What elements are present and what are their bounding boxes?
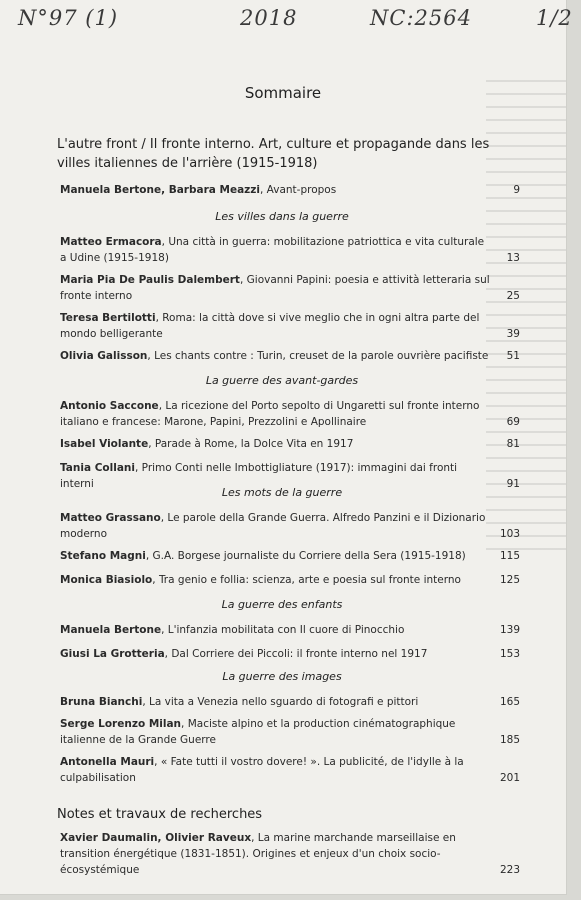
entry-author: Antonio Saccone [60, 400, 159, 412]
entry-author: Manuela Bertone, Barbara Meazzi [60, 184, 260, 196]
entry-title: , La vita a Venezia nello sguardo di fotografi e pittori [142, 696, 419, 708]
entry-author: Giusi La Grotteria [60, 648, 165, 660]
entry-author: Antonella Mauri [60, 756, 155, 768]
toc-entry [60, 716, 520, 748]
entry-page-number: 139 [499, 624, 520, 636]
entry-author: Xavier Daumalin, Olivier Raveux [60, 832, 252, 844]
entry-title: , La marine marchande marseillaise en transition énergétique (1831-1851). Origines et enjeux d'un choix socio-écosystémique [60, 832, 456, 876]
handwritten-inventory-number: N°97 (1) [18, 6, 119, 30]
entry-title: , Dal Corriere dei Piccoli: il fronte interno nel 1917 [164, 648, 428, 660]
entry-author: Tania Collani [60, 462, 135, 474]
entry-author: Maria Pia De Paulis Dalembert [60, 274, 240, 286]
toc-entry [60, 830, 520, 878]
toc-entry [60, 572, 520, 588]
entry-title: , Maciste alpino et la production cinématographique italienne de la Grande Guerre [60, 718, 456, 746]
entry-author: Matteo Grassano [60, 512, 161, 524]
entry-title: , « Fate tutti il vostro dovere! ». La publicité, de l'idylle à la culpabilisation [60, 756, 464, 784]
handwritten-nc-number: NC:2564 [370, 6, 472, 30]
page-title: Sommaire [244, 84, 322, 102]
group-heading: La guerre des avant-gardes [205, 374, 359, 387]
entry-author: Manuela Bertone [60, 624, 162, 636]
toc-entry [60, 622, 520, 638]
entry-page-number: 51 [506, 350, 520, 362]
entry-author: Matteo Ermacora [60, 236, 162, 248]
entry-page-number: 153 [499, 648, 520, 660]
toc-entry [60, 436, 520, 452]
handwritten-year: 2018 [240, 6, 298, 30]
group-heading: La guerre des images [222, 670, 342, 683]
toc-entry [60, 272, 520, 304]
entry-title: , L'infanzia mobilitata con Il cuore di Pinocchio [161, 624, 405, 636]
group-heading: Les villes dans la guerre [215, 210, 349, 223]
group-heading: Les mots de la guerre [221, 486, 343, 499]
toc-entry [60, 548, 520, 564]
entry-title: , Giovanni Papini: poesia e attività letteraria sul fronte interno [60, 274, 490, 302]
entry-title: , Les chants contre : Turin, creuset de la parole ouvrière pacifiste [147, 350, 489, 362]
entry-page-number: 9 [513, 184, 520, 196]
section-heading-main: L'autre front / Il fronte interno. Art, culture et propagande dans les villes italiennes de l'arrière (1915-1918) [57, 137, 490, 171]
entry-author: Bruna Bianchi [60, 696, 143, 708]
entry-page-number: 25 [506, 290, 520, 302]
entry-title: , La ricezione del Porto sepolto di Ungaretti sul fronte interno italiano e francese: Marone, Papini, Prezzolini e Apollinaire [60, 400, 480, 428]
entry-page-number: 125 [499, 574, 520, 586]
entry-author: Teresa Bertilotti [60, 312, 156, 324]
entry-page-number: 115 [499, 550, 520, 562]
entry-page-number: 39 [506, 328, 520, 340]
entry-author: Stefano Magni [60, 550, 146, 562]
toc-entry [60, 348, 520, 364]
entry-title: , G.A. Borgese journaliste du Corriere della Sera (1915-1918) [145, 550, 466, 562]
toc-entry [60, 182, 520, 198]
entry-title: , Parade à Rome, la Dolce Vita en 1917 [148, 438, 354, 450]
entry-author: Olivia Galisson [60, 350, 148, 362]
entry-author: Isabel Violante [60, 438, 149, 450]
entry-page-number: 13 [506, 252, 520, 264]
handwritten-fraction: 1/2 [536, 6, 573, 30]
entry-page-number: 223 [499, 864, 520, 876]
toc-entry [60, 646, 520, 662]
entry-page-number: 103 [499, 528, 520, 540]
entry-page-number: 81 [506, 438, 520, 450]
group-heading: La guerre des enfants [221, 598, 343, 611]
toc-entry [60, 754, 520, 786]
entry-title: , Tra genio e follia: scienza, arte e poesia sul fronte interno [152, 574, 461, 586]
entry-page-number: 165 [499, 696, 520, 708]
entry-title: , Roma: la città dove si vive meglio che in ogni altra parte del mondo belligerante [60, 312, 480, 340]
entry-author: Serge Lorenzo Milan [60, 718, 182, 730]
entry-title: , Le parole della Grande Guerra. Alfredo Panzini e il Dizionario moderno [60, 512, 486, 540]
toc-entry [60, 398, 520, 430]
toc-entry [60, 694, 520, 710]
entry-title: , Primo Conti nelle Imbottigliature (1917): immagini dai fronti interni [60, 462, 458, 490]
toc-entry [60, 310, 520, 342]
entry-author: Monica Biasiolo [60, 574, 153, 586]
entry-page-number: 69 [506, 416, 520, 428]
entry-page-number: 201 [499, 772, 520, 784]
entry-title: , Avant-propos [260, 184, 337, 196]
entry-page-number: 185 [499, 734, 520, 746]
toc-entry [60, 234, 520, 266]
entry-title: , Una città in guerra: mobilitazione patriottica e vita culturale a Udine (1915-1918) [60, 236, 485, 264]
toc-entry [60, 510, 520, 542]
section-heading-notes: Notes et travaux de recherches [57, 807, 263, 822]
entry-page-number: 91 [506, 478, 520, 490]
